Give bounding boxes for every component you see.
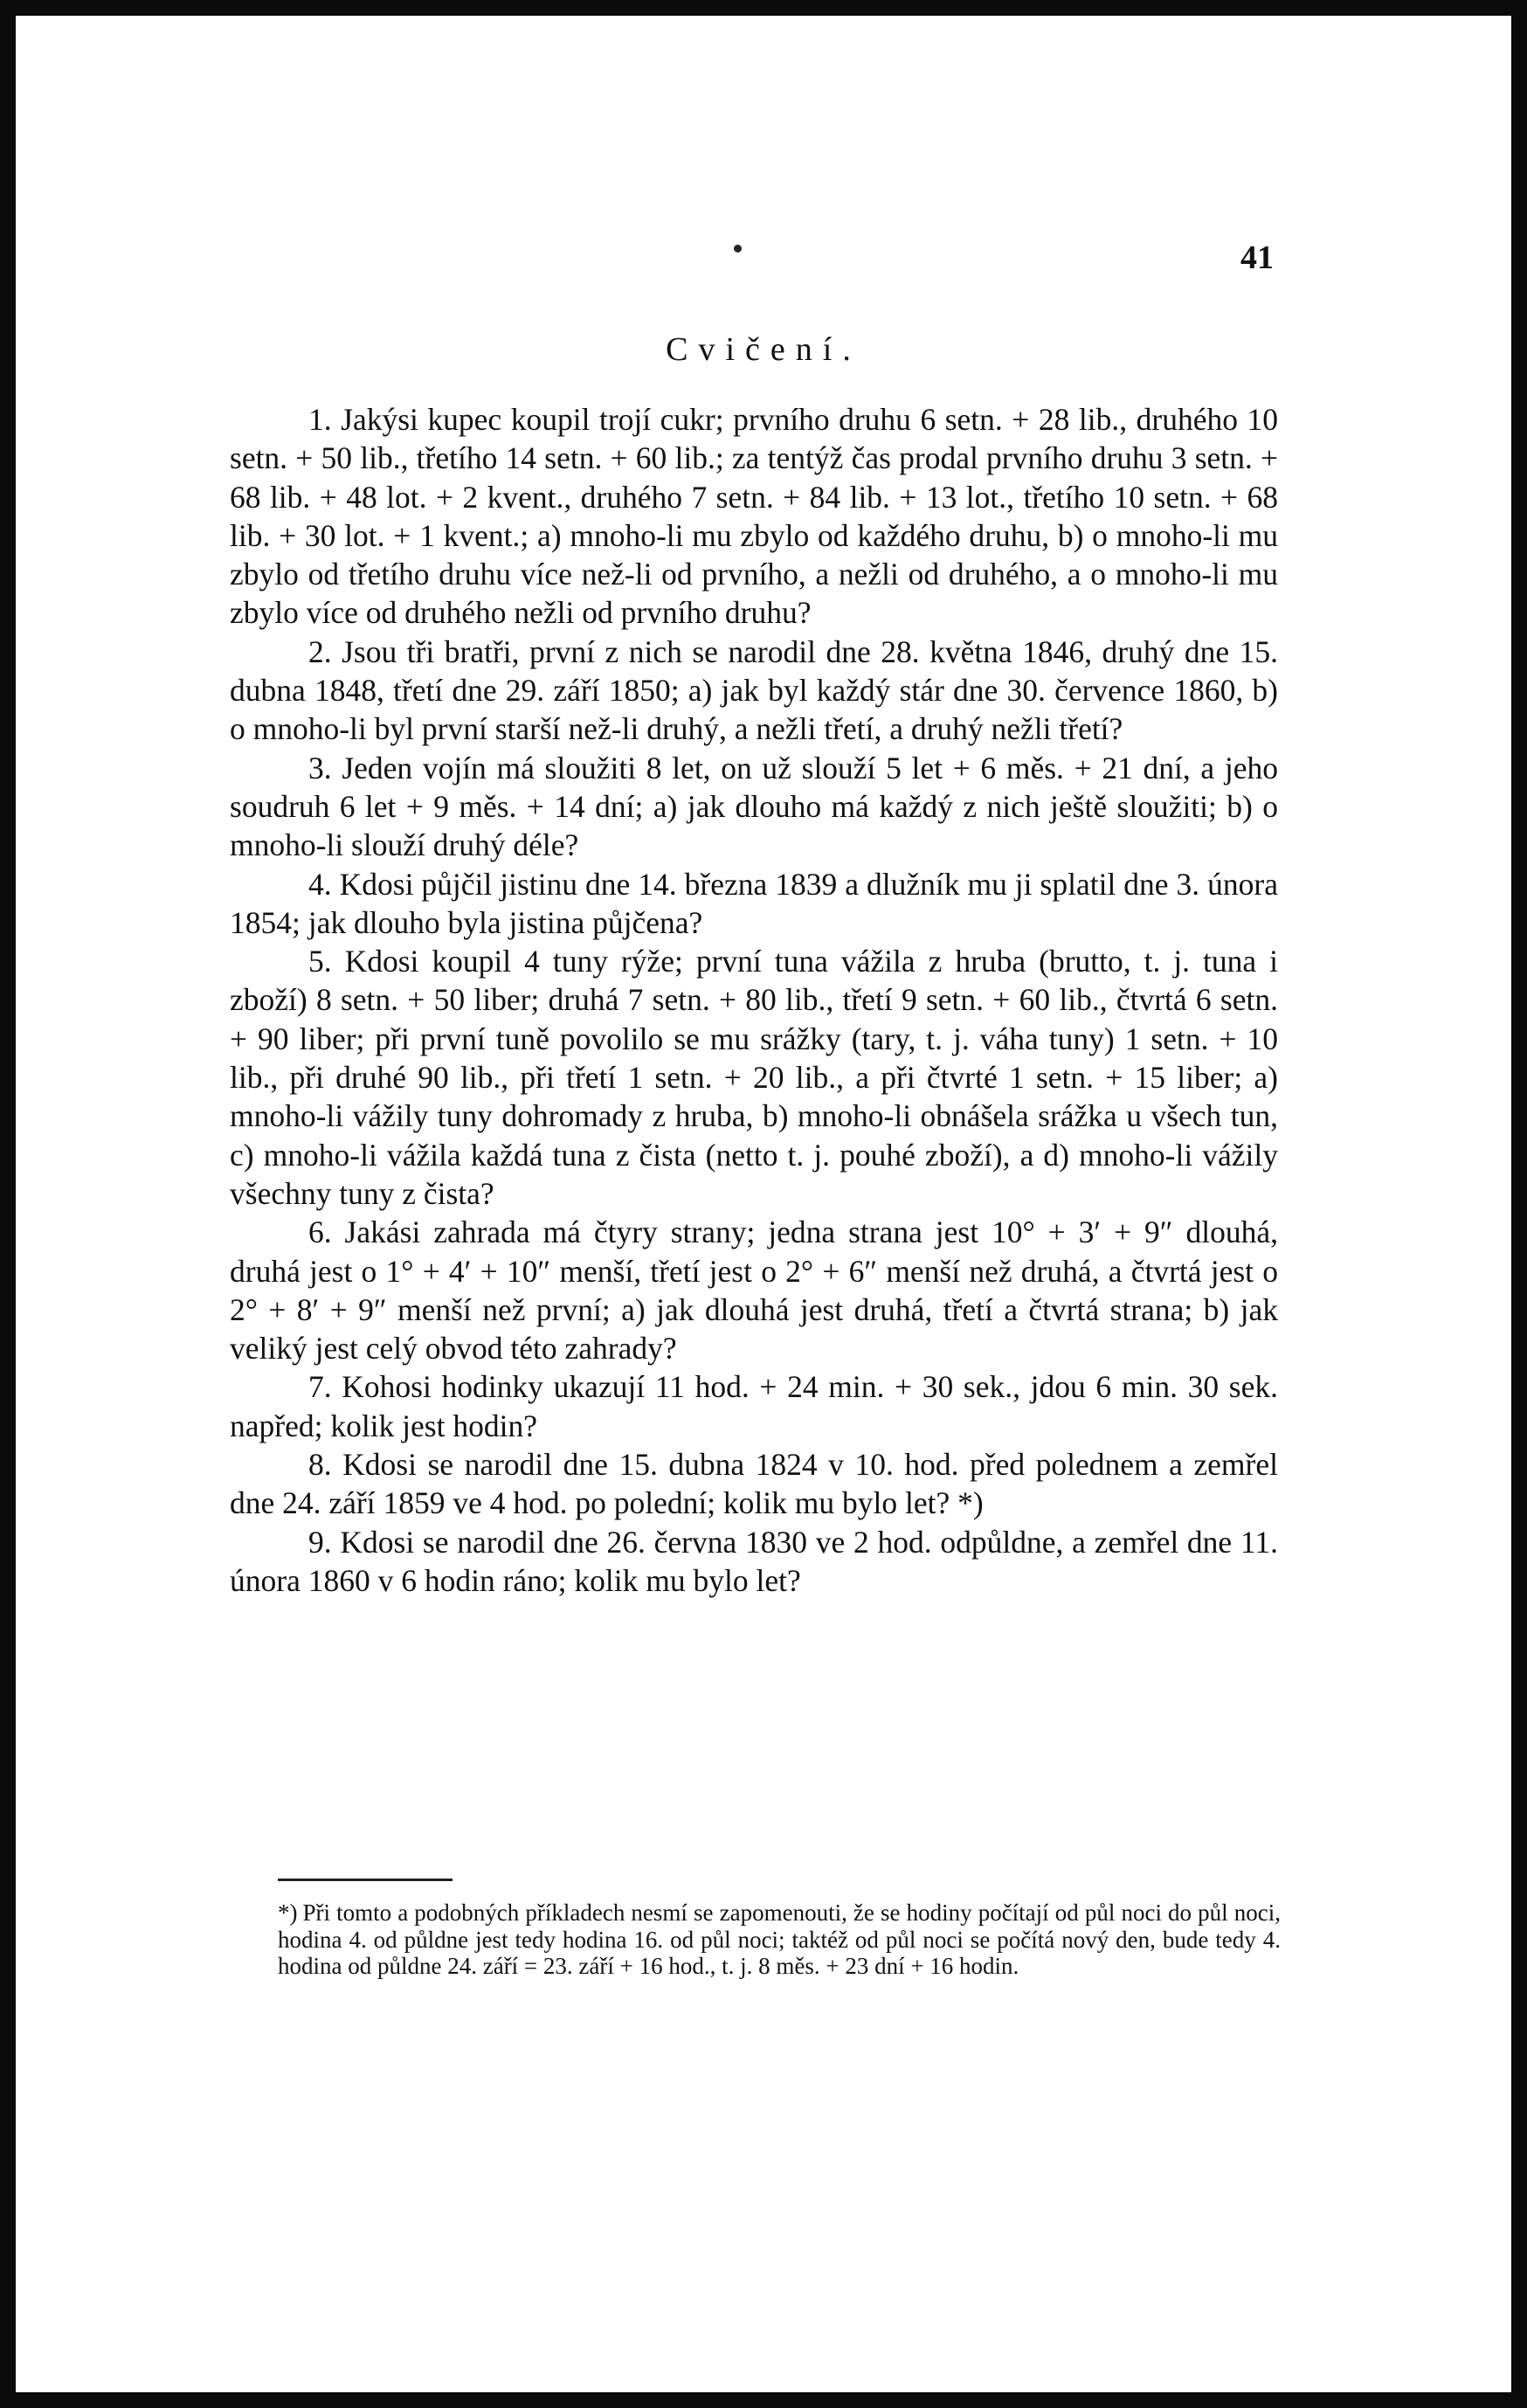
book-page [16, 16, 1511, 2392]
exercise-item: 5. Kdosi koupil 4 tuny rýže; první tuna vážila z hruba (brutto, t. j. tuna i zboží) 8 setn. + 50 liber; druhá 7 setn. + 80 lib., třetí 9 setn. + 60 lib., čtvrtá 6 setn. + 90 liber; při první tuně povolilo se mu srážky (tary, t. j. váha tuny) 1 setn. + 10 lib., při druhé 90 lib., při třetí 1 setn. + 20 lib., a při čtvrté 1 setn. + 15 liber; a) mnoho-li vážily tuny dohromady z hruba, b) mnoho-li obnášela srážka u všech tun, c) mnoho-li vážila každá tuna z čista (netto t. j. pouhé zboží), a d) mnoho-li vážily všechny tuny z čista? [230, 944, 1278, 1211]
footnote-text: Při tomto a podobných příkladech nesmí se zapomenouti, že se hodiny počítají od půl noci do půl noci, hodina 4. od půldne jest tedy hodina 16. od půl noci; taktéž od půl noci se počítá nový den, bude tedy 4. hodina od půldne 24. září = 23. září + 16 hod., t. j. 8 měs. + 23 dní + 16 hodin. [278, 1899, 1281, 1979]
footnote [278, 1899, 1281, 1980]
page-number: 41 [1240, 239, 1274, 276]
exercise-list [230, 400, 1278, 1600]
section-heading: Cvičení. [666, 331, 861, 368]
exercise-item: 7. Kohosi hodinky ukazují 11 hod. + 24 min. + 30 sek., jdou 6 min. 30 sek. napřed; kolik jest hodin? [230, 1369, 1278, 1443]
exercise-item: 2. Jsou tři bratři, první z nich se narodil dne 28. května 1846, druhý dne 15. dubna 1848, třetí dne 29. září 1850; a) jak byl každý stár dne 30. července 1860, b) o mnoho-li byl první starší než-li druhý, a nežli třetí, a druhý nežli třetí? [230, 633, 1278, 747]
exercise-item: 3. Jeden vojín má sloužiti 8 let, on už slouží 5 let + 6 měs. + 21 dní, a jeho soudruh 6 let + 9 měs. + 14 dní; a) jak dlouho má každý z nich ještě sloužiti; b) o mnoho-li slouží druhý déle? [230, 750, 1278, 863]
exercise-item: 6. Jakási zahrada má čtyry strany; jedna strana jest 10° + 3′ + 9″ dlouhá, druhá jest o 1° + 4′ + 10″ menší, třetí jest o 2° + 6″ menší než druhá, a čtvrtá jest o 2° + 8′ + 9″ menší než první; a) jak dlouhá jest druhá, třetí a čtvrtá strana; b) jak veliký jest celý obvod této zahrady? [230, 1214, 1278, 1367]
header-dot [734, 245, 742, 253]
exercise-item: 4. Kdosi půjčil jistinu dne 14. března 1839 a dlužník mu ji splatil dne 3. února 1854; jak dlouho byla jistina půjčena? [230, 866, 1278, 940]
exercise-item: 9. Kdosi se narodil dne 26. června 1830 ve 2 hod. odpůldne, a zemřel dne 11. února 1860 v 6 hodin ráno; kolik mu bylo let? [230, 1524, 1278, 1598]
footnote-separator [278, 1879, 453, 1881]
footnote-mark: *) [278, 1899, 298, 1926]
exercise-item: 8. Kdosi se narodil dne 15. dubna 1824 v 10. hod. před polednem a zemřel dne 24. září 1859 ve 4 hod. po polední; kolik mu bylo let? *) [230, 1447, 1278, 1521]
exercise-item: 1. Jakýsi kupec koupil trojí cukr; prvního druhu 6 setn. + 28 lib., druhého 10 setn. + 50 lib., třetího 14 setn. + 60 lib.; za tentýž čas prodal prvního druhu 3 setn. + 68 lib. + 48 lot. + 2 kvent., druhého 7 setn. + 84 lib. + 13 lot., třetího 10 setn. + 68 lib. + 30 lot. + 1 kvent.; a) mnoho-li mu zbylo od každého druhu, b) o mnoho-li mu zbylo od třetího druhu více než-li od prvního, a nežli od druhého, a o mnoho-li mu zbylo více od druhého nežli od prvního druhu? [230, 402, 1278, 631]
